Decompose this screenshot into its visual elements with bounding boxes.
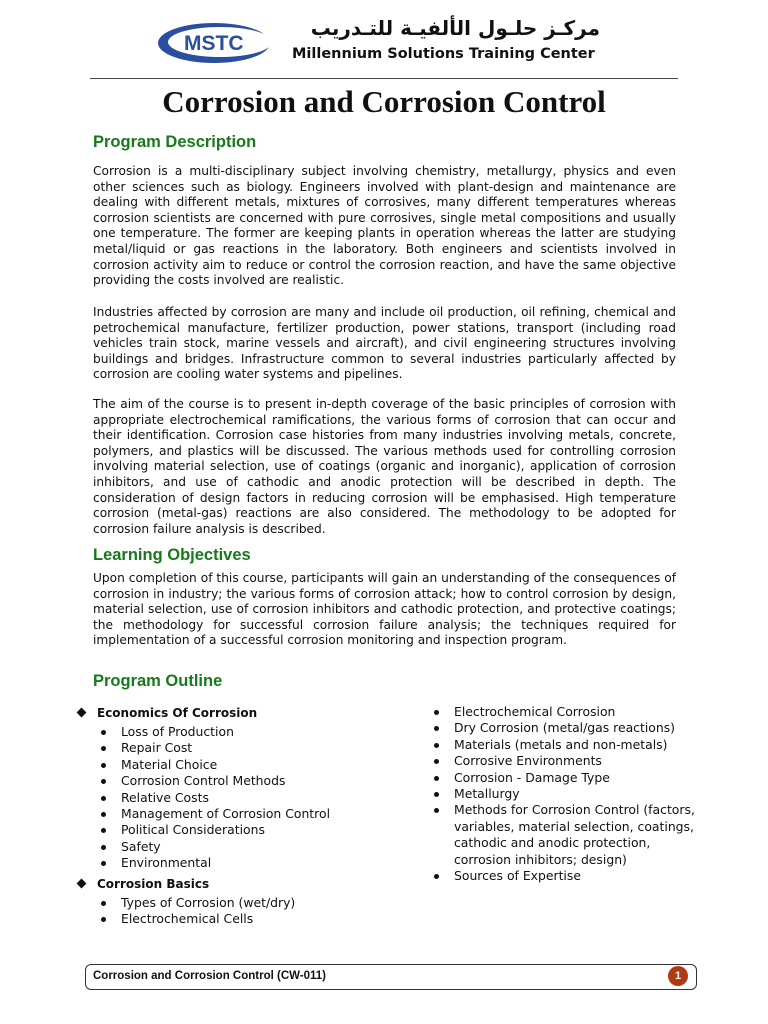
- list-item: [428, 786, 698, 802]
- list-item-text: Metallurgy: [454, 786, 520, 802]
- list-item-text: Types of Corrosion (wet/dry): [121, 894, 296, 910]
- bullet-icon: [101, 730, 106, 735]
- outline-group-heading: [76, 875, 376, 893]
- objectives-paragraph: Upon completion of this course, participants will gain an understanding of the consequences of corrosion in industry; the various forms of corrosion attack; how to control corrosion by design, material selection, use of corrosion inhibitors and cathodic protection, and protective coatings; the methodology for successful corrosion failure analysis; the techniques required for implementation of a successful corrosion monitoring and inspection program.: [93, 571, 676, 648]
- list-item: [76, 806, 376, 822]
- list-item-text: Materials (metals and non-metals): [454, 736, 668, 752]
- description-paragraph-1: Corrosion is a multi-disciplinary subject involving chemistry, metallurgy, physics and even other sciences such as biology. Engineers involved with plant-design and maintenance are dealing with different metals, mixtures of corrosives, many different temperatures whereas corrosion scientists are concerned with pure corrosives, single metal compositions and usually one temperature. The former are keeping plants in operation whereas the latter are studying metal/liquid or gas reactions in the laboratory. Both engineers and scientists involved in corrosion activity aim to reduce or control the corrosion reaction, and have the same objective providing the costs involved are realistic.: [93, 164, 676, 288]
- logo-text: MSTC: [184, 32, 244, 55]
- outline-right-list: [428, 704, 698, 884]
- list-item-text: Relative Costs: [121, 789, 209, 805]
- bullet-icon: [434, 759, 439, 764]
- bullet-icon: [434, 743, 439, 748]
- bullet-icon: [101, 746, 106, 751]
- diamond-bullet-icon: [77, 708, 87, 718]
- program-outline-heading: Program Outline: [93, 672, 223, 690]
- description-paragraph-2: Industries affected by corrosion are many and include oil production, oil refining, chemical and petrochemical manufacture, fertilizer production, power stations, transport (including road vehicles train stock, marine vessels and aircraft), and civil engineering structures involving buildings and bridges. Infrastructure common to several industries particularly affected by corrosion are cooling water systems and pipelines.: [93, 305, 676, 382]
- page-footer: [85, 964, 697, 990]
- list-item-text: Loss of Production: [121, 724, 234, 739]
- center-name: Millennium Solutions Training Center: [292, 46, 595, 62]
- footer-course-code: Corrosion and Corrosion Control (CW-011): [93, 970, 326, 982]
- list-item: [76, 773, 376, 789]
- outline-right-column: [428, 704, 698, 887]
- list-item-text: Management of Corrosion Control: [121, 806, 331, 822]
- list-item-text: Electrochemical Corrosion: [454, 704, 616, 719]
- outline-group-heading: [76, 704, 376, 722]
- bullet-icon: [101, 796, 106, 801]
- bullet-icon: [434, 792, 439, 797]
- list-item-text: Electrochemical Cells: [121, 911, 254, 927]
- list-item-text: Corrosion Control Methods: [121, 773, 286, 789]
- list-item: [428, 704, 698, 720]
- list-item: [76, 855, 376, 871]
- list-item-text: Sources of Expertise: [454, 868, 581, 884]
- bullet-icon: [434, 710, 439, 715]
- list-item: [428, 868, 698, 884]
- list-item: [76, 740, 376, 756]
- outline-left-column: [76, 704, 376, 930]
- list-item-text: Corrosion - Damage Type: [454, 769, 610, 785]
- bullet-icon: [101, 828, 106, 833]
- bullet-icon: [434, 808, 439, 813]
- list-item: [76, 724, 376, 740]
- list-item: [428, 753, 698, 769]
- program-description-heading: Program Description: [93, 133, 257, 151]
- outline-group-title: Economics Of Corrosion: [97, 706, 258, 720]
- list-item-text: Political Considerations: [121, 822, 265, 838]
- list-item: [76, 911, 376, 927]
- bullet-icon: [101, 779, 106, 784]
- list-item: [428, 737, 698, 753]
- list-item: [428, 802, 698, 868]
- arabic-center-name: مركـز حلـول الألفيـة للتـدريب: [310, 16, 600, 40]
- learning-objectives-heading: Learning Objectives: [93, 546, 251, 564]
- list-item: [76, 790, 376, 806]
- page-number-badge: 1: [668, 966, 688, 986]
- list-item-text: Repair Cost: [121, 740, 193, 756]
- bullet-icon: [101, 917, 106, 922]
- page-header: [0, 0, 768, 80]
- mstc-logo: [156, 20, 280, 66]
- bullet-icon: [101, 861, 106, 866]
- list-item: [76, 839, 376, 855]
- list-item-text: Safety: [121, 838, 161, 854]
- bullet-icon: [434, 776, 439, 781]
- list-item: [76, 895, 376, 911]
- list-item-text: Corrosive Environments: [454, 753, 602, 769]
- bullet-icon: [101, 845, 106, 850]
- bullet-icon: [434, 874, 439, 879]
- outline-group-title: Corrosion Basics: [97, 876, 210, 891]
- list-item-text: Material Choice: [121, 756, 218, 772]
- page-title: Corrosion and Corrosion Control: [162, 84, 606, 119]
- list-item-text: Environmental: [121, 855, 212, 871]
- list-item-text: Methods for Corrosion Control (factors, variables, material selection, coatings, cathodic and anodic protection, corrosion inhibitors; design): [454, 802, 695, 867]
- outline-group-list: [76, 724, 376, 872]
- bullet-icon: [101, 812, 106, 817]
- list-item-text: Dry Corrosion (metal/gas reactions): [454, 720, 676, 736]
- bullet-icon: [101, 901, 106, 906]
- list-item: [76, 757, 376, 773]
- bullet-icon: [101, 763, 106, 768]
- list-item: [76, 822, 376, 838]
- list-item: [428, 720, 698, 736]
- description-paragraph-3: The aim of the course is to present in-depth coverage of the basic principles of corrosion with appropriate electrochemical ramifications, the various forms of corrosion that can occur and their identification. Corrosion case histories from many industries involving metals, concrete, polymers, and plastics will be discussed. The various methods used for controlling corrosion involving material selection, use of coatings (organic and inorganic), application of corrosion inhibitors, and use of cathodic and anodic protection will be described in depth. The consideration of design factors in reducing corrosion will be emphasised. High temperature corrosion (metal-gas) reactions are also considered. The methodology to be adopted for corrosion failure analysis is described.: [93, 397, 676, 536]
- diamond-bullet-icon: [77, 878, 87, 888]
- list-item: [428, 770, 698, 786]
- bullet-icon: [434, 726, 439, 731]
- header-divider: [90, 78, 678, 79]
- outline-group-list: [76, 895, 376, 928]
